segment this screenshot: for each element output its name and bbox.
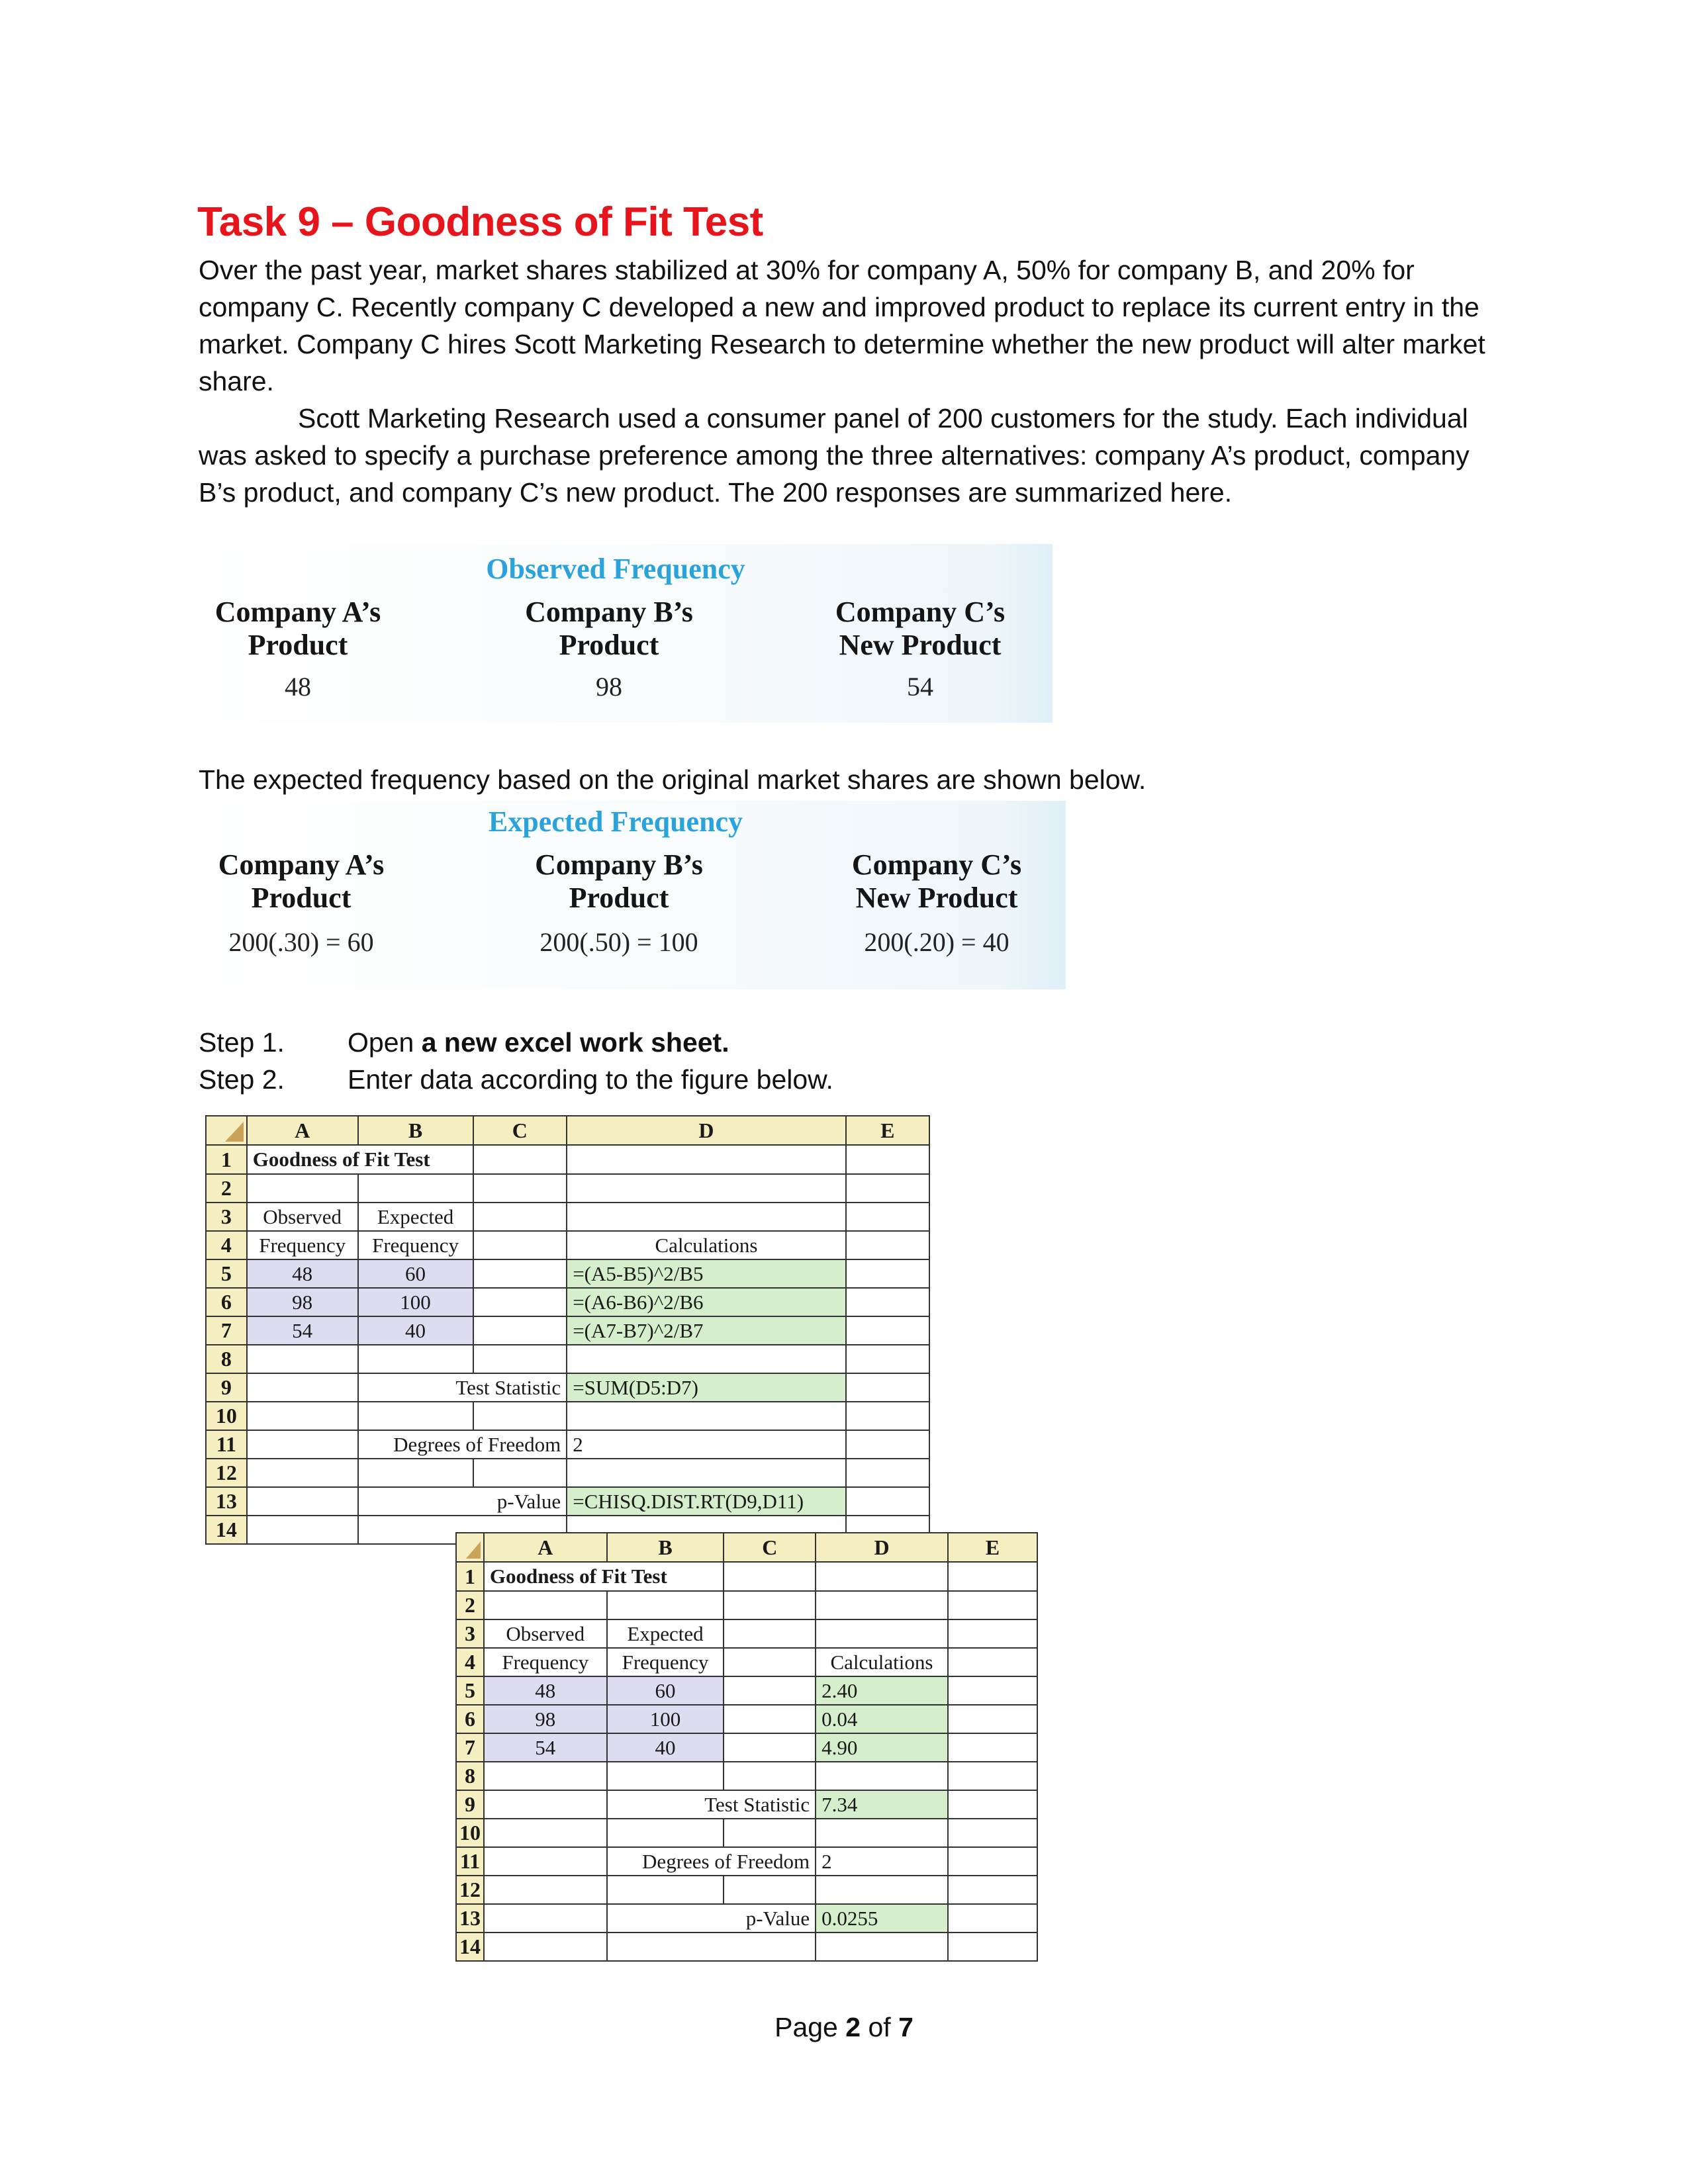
cell-c10[interactable] (473, 1402, 567, 1430)
cell-a8[interactable] (484, 1762, 607, 1790)
cell-d5[interactable]: 2.40 (816, 1676, 948, 1705)
expected-intro: The expected frequency based on the original market shares are shown below. (199, 764, 1147, 795)
cell-a3[interactable]: Observed (247, 1203, 358, 1231)
cell-a12[interactable] (484, 1876, 607, 1904)
cell-a10[interactable] (247, 1402, 358, 1430)
cell-b3[interactable]: Expected (607, 1619, 724, 1648)
cell-a4[interactable]: Frequency (247, 1231, 358, 1259)
observed-col-c-line2: New Product (839, 629, 1002, 661)
page-of-label: of (861, 2012, 899, 2042)
intro-paragraph-2: Scott Marketing Research used a consumer panel of 200 customers for the study. Each individual was asked to specify a purchase preference among the three alternatives: company A’s product, company B’s product, and company C’s new product. The 200 responses are summarized here. (199, 403, 1470, 508)
cell-e7[interactable] (846, 1316, 929, 1345)
select-all-corner[interactable] (206, 1116, 247, 1145)
cell-b6[interactable]: 100 (358, 1288, 473, 1316)
cell-e13[interactable] (948, 1904, 1037, 1933)
row-header-13[interactable]: 13 (456, 1904, 484, 1933)
cell-a9[interactable] (484, 1790, 607, 1819)
cell-a11[interactable] (484, 1847, 607, 1876)
cell-e4[interactable] (948, 1648, 1037, 1676)
cell-b2[interactable] (607, 1591, 724, 1619)
row-header-8[interactable]: 8 (206, 1345, 247, 1373)
cell-c2[interactable] (724, 1591, 816, 1619)
cell-b5[interactable]: 60 (358, 1259, 473, 1288)
cell-d6[interactable]: =(A6-B6)^2/B6 (567, 1288, 846, 1316)
observed-frequency-title: Observed Frequency (486, 553, 745, 585)
cell-a14[interactable] (484, 1933, 607, 1961)
cell-b12[interactable] (607, 1876, 724, 1904)
cell-e6[interactable] (846, 1288, 929, 1316)
row-5 (456, 1676, 1037, 1705)
row-3 (206, 1203, 929, 1231)
row-header-2[interactable]: 2 (206, 1174, 247, 1203)
select-all-corner[interactable] (456, 1533, 484, 1562)
expected-col-a (199, 848, 404, 958)
expected-col-c-line2: New Product (855, 882, 1018, 914)
row-header-5[interactable]: 5 (456, 1676, 484, 1705)
cell-c5[interactable] (473, 1259, 567, 1288)
current-page: 2 (845, 2012, 861, 2042)
spreadsheet-values (455, 1532, 1038, 1962)
row-header-9[interactable]: 9 (456, 1790, 484, 1819)
intro-paragraph-1: Over the past year, market shares stabilized at 30% for company A, 50% for company B, and 20% for company C. Recently company C developed a new and improved product to replace its current entry in the market. Company C hires Scott Marketing Research to determine whether the new product will alter market share. (199, 255, 1485, 396)
cell-a13[interactable] (484, 1904, 607, 1933)
intro-text (199, 251, 1509, 511)
col-header-d[interactable]: D (567, 1116, 846, 1145)
row-4 (456, 1648, 1037, 1676)
cell-a9[interactable] (247, 1373, 358, 1402)
cell-a10[interactable] (484, 1819, 607, 1847)
cell-d11[interactable]: 2 (816, 1847, 948, 1876)
cell-a6[interactable]: 98 (484, 1705, 607, 1733)
step-1-text: Open (348, 1027, 422, 1058)
cell-c11[interactable]: Degrees of Freedom (358, 1430, 567, 1459)
observed-col-c-value: 54 (907, 672, 933, 702)
row-12 (456, 1876, 1037, 1904)
cell-d13[interactable]: =CHISQ.DIST.RT(D9,D11) (567, 1487, 846, 1516)
cell-d9[interactable]: 7.34 (816, 1790, 948, 1819)
cell-c12[interactable] (724, 1876, 816, 1904)
cell-b14[interactable] (607, 1933, 816, 1961)
expected-col-c-line1: Company C’s (851, 848, 1022, 881)
observed-col-b (510, 596, 708, 702)
cell-d9[interactable]: =SUM(D5:D7) (567, 1373, 846, 1402)
cell-a8[interactable] (247, 1345, 358, 1373)
cell-a13[interactable] (247, 1487, 358, 1516)
cell-e14[interactable] (948, 1933, 1037, 1961)
cell-b5[interactable]: 60 (607, 1676, 724, 1705)
step-1-bold-text: a new excel work sheet. (421, 1027, 729, 1058)
cell-e13[interactable] (846, 1487, 929, 1516)
cell-b2[interactable] (358, 1174, 473, 1203)
cell-e12[interactable] (846, 1459, 929, 1487)
row-header-13[interactable]: 13 (206, 1487, 247, 1516)
step-2-text: Enter data according to the figure below. (348, 1064, 833, 1095)
observed-col-b-value: 98 (596, 672, 622, 702)
cell-a5[interactable]: 48 (484, 1676, 607, 1705)
col-header-a[interactable]: A (247, 1116, 358, 1145)
row-header-12[interactable]: 12 (206, 1459, 247, 1487)
row-header-6[interactable]: 6 (456, 1705, 484, 1733)
cell-d2[interactable] (567, 1174, 846, 1203)
step-2-label: Step 2. (199, 1064, 285, 1095)
cell-d13[interactable]: 0.0255 (816, 1904, 948, 1933)
expected-col-a-line2: Product (251, 882, 352, 914)
row-9 (206, 1373, 929, 1402)
row-header-1[interactable]: 1 (456, 1562, 484, 1591)
cell-c7[interactable] (473, 1316, 567, 1345)
cell-c1[interactable] (473, 1145, 567, 1174)
expected-col-a-line1: Company A’s (218, 848, 385, 881)
row-6 (456, 1705, 1037, 1733)
cell-c6[interactable] (473, 1288, 567, 1316)
cell-c1[interactable] (724, 1562, 816, 1591)
cell-b4[interactable]: Frequency (358, 1231, 473, 1259)
cell-e5[interactable] (948, 1676, 1037, 1705)
row-header-6[interactable]: 6 (206, 1288, 247, 1316)
row-2 (206, 1174, 929, 1203)
row-header-3[interactable]: 3 (456, 1619, 484, 1648)
cell-d1[interactable] (816, 1562, 948, 1591)
observed-col-b-line1: Company B’s (525, 596, 693, 628)
expected-col-b (516, 848, 722, 958)
cell-e2[interactable] (846, 1174, 929, 1203)
cell-e9[interactable] (846, 1373, 929, 1402)
row-7 (206, 1316, 929, 1345)
cell-d10[interactable] (567, 1402, 846, 1430)
row-header-1[interactable]: 1 (206, 1145, 247, 1174)
row-header-12[interactable]: 12 (456, 1876, 484, 1904)
col-header-c[interactable]: C (473, 1116, 567, 1145)
page-label: Page (774, 2012, 846, 2042)
observed-col-a-line2: Product (248, 629, 348, 661)
cell-d5[interactable]: =(A5-B5)^2/B5 (567, 1259, 846, 1288)
cell-d7[interactable]: 4.90 (816, 1733, 948, 1762)
cell-c9[interactable]: Test Statistic (358, 1373, 567, 1402)
row-14 (456, 1933, 1037, 1961)
row-header-7[interactable]: 7 (206, 1316, 247, 1345)
row-header-11[interactable]: 11 (206, 1430, 247, 1459)
row-header-4[interactable]: 4 (206, 1231, 247, 1259)
cell-d2[interactable] (816, 1591, 948, 1619)
cell-c5[interactable] (724, 1676, 816, 1705)
cell-b10[interactable] (607, 1819, 724, 1847)
expected-frequency-figure (199, 801, 1066, 989)
observed-col-a-value: 48 (285, 672, 311, 702)
cell-e1[interactable] (948, 1562, 1037, 1591)
cell-a1[interactable]: Goodness of Fit Test (484, 1562, 724, 1591)
row-6 (206, 1288, 929, 1316)
step-1-label: Step 1. (199, 1027, 285, 1058)
col-header-b[interactable]: B (607, 1533, 724, 1562)
cell-d12[interactable] (567, 1459, 846, 1487)
cell-b8[interactable] (607, 1762, 724, 1790)
row-header-10[interactable]: 10 (206, 1402, 247, 1430)
cell-c4[interactable] (473, 1231, 567, 1259)
observed-frequency-figure (199, 544, 1053, 723)
cell-d1[interactable] (567, 1145, 846, 1174)
cell-e4[interactable] (846, 1231, 929, 1259)
row-5 (206, 1259, 929, 1288)
cell-e10[interactable] (948, 1819, 1037, 1847)
row-header-14[interactable]: 14 (456, 1933, 484, 1961)
cell-d7[interactable]: =(A7-B7)^2/B7 (567, 1316, 846, 1345)
row-header-2[interactable]: 2 (456, 1591, 484, 1619)
cell-d4[interactable]: Calculations (567, 1231, 846, 1259)
row-header-4[interactable]: 4 (456, 1648, 484, 1676)
cell-e3[interactable] (846, 1203, 929, 1231)
cell-e8[interactable] (948, 1762, 1037, 1790)
cell-c2[interactable] (473, 1174, 567, 1203)
row-7 (456, 1733, 1037, 1762)
cell-c3[interactable] (473, 1203, 567, 1231)
cell-a2[interactable] (247, 1174, 358, 1203)
cell-e3[interactable] (948, 1619, 1037, 1648)
cell-c6[interactable] (724, 1705, 816, 1733)
cell-d4[interactable]: Calculations (816, 1648, 948, 1676)
cell-e7[interactable] (948, 1733, 1037, 1762)
cell-a7[interactable]: 54 (247, 1316, 358, 1345)
row-1 (206, 1145, 929, 1174)
cell-e8[interactable] (846, 1345, 929, 1373)
cell-e11[interactable] (948, 1847, 1037, 1876)
cell-e1[interactable] (846, 1145, 929, 1174)
row-9 (456, 1790, 1037, 1819)
cell-b7[interactable]: 40 (607, 1733, 724, 1762)
cell-e2[interactable] (948, 1591, 1037, 1619)
step-1 (199, 1027, 729, 1058)
row-11 (456, 1847, 1037, 1876)
cell-c3[interactable] (724, 1619, 816, 1648)
observed-col-c-line1: Company C’s (835, 596, 1006, 628)
step-2 (199, 1064, 833, 1095)
cell-a3[interactable]: Observed (484, 1619, 607, 1648)
cell-e12[interactable] (948, 1876, 1037, 1904)
cell-d14[interactable] (816, 1933, 948, 1961)
col-header-d[interactable]: D (816, 1533, 948, 1562)
cell-a12[interactable] (247, 1459, 358, 1487)
row-10 (206, 1402, 929, 1430)
cell-b10[interactable] (358, 1402, 473, 1430)
row-11 (206, 1430, 929, 1459)
expected-col-b-value: 200(.50) = 100 (539, 927, 698, 957)
page-footer (0, 2012, 1688, 2043)
cell-a11[interactable] (247, 1430, 358, 1459)
cell-c10[interactable] (724, 1819, 816, 1847)
cell-d10[interactable] (816, 1819, 948, 1847)
row-10 (456, 1819, 1037, 1847)
expected-col-b-line2: Product (569, 882, 669, 914)
cell-a2[interactable] (484, 1591, 607, 1619)
row-header-9[interactable]: 9 (206, 1373, 247, 1402)
observed-col-c (821, 596, 1019, 702)
cell-a5[interactable]: 48 (247, 1259, 358, 1288)
cell-b7[interactable]: 40 (358, 1316, 473, 1345)
cell-b8[interactable] (358, 1345, 473, 1373)
expected-frequency-title: Expected Frequency (488, 805, 743, 838)
cell-c4[interactable] (724, 1648, 816, 1676)
cell-e6[interactable] (948, 1705, 1037, 1733)
cell-d8[interactable] (816, 1762, 948, 1790)
row-8 (206, 1345, 929, 1373)
cell-b4[interactable]: Frequency (607, 1648, 724, 1676)
cell-b12[interactable] (358, 1459, 473, 1487)
col-header-e[interactable]: E (846, 1116, 929, 1145)
col-header-a[interactable]: A (484, 1533, 607, 1562)
cell-c8[interactable] (473, 1345, 567, 1373)
row-3 (456, 1619, 1037, 1648)
corner-triangle-icon (466, 1541, 481, 1559)
cell-a7[interactable]: 54 (484, 1733, 607, 1762)
cell-b6[interactable]: 100 (607, 1705, 724, 1733)
row-1 (456, 1562, 1037, 1591)
cell-e9[interactable] (948, 1790, 1037, 1819)
cell-c7[interactable] (724, 1733, 816, 1762)
row-12 (206, 1459, 929, 1487)
row-13 (456, 1904, 1037, 1933)
cell-c11[interactable]: Degrees of Freedom (607, 1847, 816, 1876)
row-4 (206, 1231, 929, 1259)
observed-col-b-line2: Product (559, 629, 659, 661)
cell-d12[interactable] (816, 1876, 948, 1904)
row-header-5[interactable]: 5 (206, 1259, 247, 1288)
cell-c13[interactable]: p-Value (607, 1904, 816, 1933)
row-8 (456, 1762, 1037, 1790)
cell-e10[interactable] (846, 1402, 929, 1430)
cell-d8[interactable] (567, 1345, 846, 1373)
cell-c9[interactable]: Test Statistic (607, 1790, 816, 1819)
expected-col-c-value: 200(.20) = 40 (864, 927, 1009, 957)
cell-a6[interactable]: 98 (247, 1288, 358, 1316)
cell-c13[interactable]: p-Value (358, 1487, 567, 1516)
row-2 (456, 1591, 1037, 1619)
observed-col-a-line1: Company A’s (214, 596, 381, 628)
row-header-8[interactable]: 8 (456, 1762, 484, 1790)
row-13 (206, 1487, 929, 1516)
spreadsheet-formulas (205, 1115, 930, 1545)
cell-d11[interactable]: 2 (567, 1430, 846, 1459)
cell-a1[interactable]: Goodness of Fit Test (247, 1145, 473, 1174)
cell-d3[interactable] (567, 1203, 846, 1231)
cell-b3[interactable]: Expected (358, 1203, 473, 1231)
observed-col-a (199, 596, 397, 702)
row-header-3[interactable]: 3 (206, 1203, 247, 1231)
total-pages: 7 (898, 2012, 914, 2042)
cell-d3[interactable] (816, 1619, 948, 1648)
row-header-14[interactable]: 14 (206, 1516, 247, 1544)
expected-col-c (834, 848, 1039, 958)
cell-d6[interactable]: 0.04 (816, 1705, 948, 1733)
col-header-e[interactable]: E (948, 1533, 1037, 1562)
cell-a14[interactable] (247, 1516, 358, 1544)
cell-c8[interactable] (724, 1762, 816, 1790)
row-header-7[interactable]: 7 (456, 1733, 484, 1762)
cell-a4[interactable]: Frequency (484, 1648, 607, 1676)
col-header-b[interactable]: B (358, 1116, 473, 1145)
row-header-10[interactable]: 10 (456, 1819, 484, 1847)
corner-triangle-icon (225, 1122, 244, 1142)
cell-e11[interactable] (846, 1430, 929, 1459)
cell-c12[interactable] (473, 1459, 567, 1487)
row-header-11[interactable]: 11 (456, 1847, 484, 1876)
expected-col-b-line1: Company B’s (535, 848, 703, 881)
cell-e5[interactable] (846, 1259, 929, 1288)
col-header-c[interactable]: C (724, 1533, 816, 1562)
page-heading: Task 9 – Goodness of Fit Test (197, 199, 763, 245)
expected-col-a-value: 200(.30) = 60 (228, 927, 374, 957)
